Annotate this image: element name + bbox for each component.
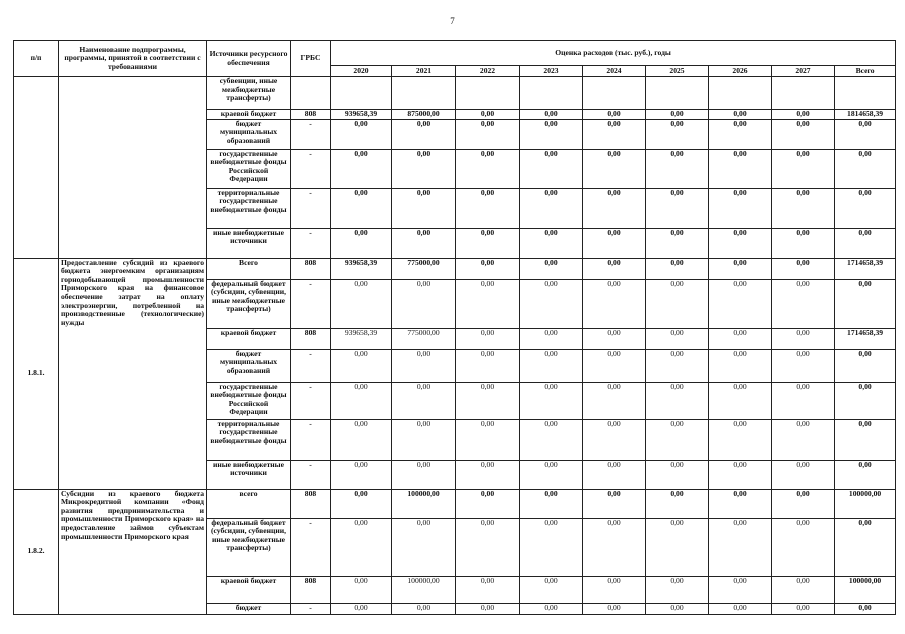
- value-cell: 0,00: [331, 279, 392, 328]
- value-cell: 0,00: [646, 518, 709, 576]
- value-cell: 0,00: [583, 460, 646, 489]
- value-cell: 0,00: [456, 460, 520, 489]
- value-cell: 0,00: [835, 119, 896, 149]
- value-cell: 0,00: [331, 119, 392, 149]
- value-cell: 0,00: [520, 460, 583, 489]
- value-cell: 0,00: [583, 258, 646, 279]
- value-cell: 0,00: [520, 119, 583, 149]
- value-cell: 0,00: [709, 110, 772, 120]
- value-cell: 0,00: [520, 279, 583, 328]
- value-cell: 0,00: [709, 518, 772, 576]
- value-cell: 0,00: [456, 603, 520, 614]
- value-cell: 0,00: [583, 149, 646, 188]
- funding-source: территориальные государственные внебюджетные фонды: [207, 419, 291, 460]
- grbs-code: -: [291, 188, 331, 228]
- value-cell: 0,00: [392, 419, 456, 460]
- header-year: Всего: [835, 66, 896, 77]
- value-cell: 0,00: [772, 518, 835, 576]
- header-estimate: Оценка расходов (тыс. руб.), годы: [331, 41, 896, 66]
- value-cell: 0,00: [520, 518, 583, 576]
- value-cell: 0,00: [835, 188, 896, 228]
- header-name: Наименование подпрограммы, программы, принятой в соответствии с требованиями: [59, 41, 207, 77]
- value-cell: 0,00: [646, 328, 709, 349]
- value-cell: 0,00: [772, 603, 835, 614]
- value-cell: 0,00: [709, 419, 772, 460]
- funding-source: федеральный бюджет (субсидии, субвенции, иные межбюджетные трансферты): [207, 279, 291, 328]
- value-cell: 0,00: [392, 228, 456, 258]
- value-cell: 0,00: [709, 460, 772, 489]
- funding-source: иные внебюджетные источники: [207, 460, 291, 489]
- value-cell: 0,00: [520, 382, 583, 419]
- page-number: 7: [450, 16, 455, 26]
- value-cell: [456, 77, 520, 110]
- value-cell: 0,00: [456, 349, 520, 382]
- value-cell: 0,00: [709, 382, 772, 419]
- value-cell: 0,00: [456, 149, 520, 188]
- value-cell: 0,00: [392, 603, 456, 614]
- program-name: Предоставление субсидий из краевого бюджета энергоемким организациям горнодобывающей промышленности Приморского края на финансовое обеспечение затрат на оплату электроэнергии, потребленной на производственные (технологические) нужды: [59, 258, 207, 489]
- grbs-code: -: [291, 518, 331, 576]
- header-num: п/п: [14, 41, 59, 77]
- value-cell: 0,00: [772, 110, 835, 120]
- grbs-code: 808: [291, 489, 331, 518]
- header-year: 2022: [456, 66, 520, 77]
- value-cell: 1714658,39: [835, 258, 896, 279]
- value-cell: 0,00: [583, 603, 646, 614]
- value-cell: 0,00: [331, 149, 392, 188]
- value-cell: 0,00: [772, 258, 835, 279]
- value-cell: 939658,39: [331, 258, 392, 279]
- value-cell: 0,00: [646, 419, 709, 460]
- value-cell: 0,00: [331, 419, 392, 460]
- value-cell: 0,00: [772, 228, 835, 258]
- grbs-code: 808: [291, 328, 331, 349]
- header-grbs: ГРБС: [291, 41, 331, 77]
- value-cell: 0,00: [709, 258, 772, 279]
- value-cell: 0,00: [772, 119, 835, 149]
- value-cell: 0,00: [772, 149, 835, 188]
- value-cell: 0,00: [520, 110, 583, 120]
- grbs-code: 808: [291, 110, 331, 120]
- value-cell: 0,00: [456, 279, 520, 328]
- value-cell: 0,00: [772, 419, 835, 460]
- value-cell: 0,00: [392, 349, 456, 382]
- value-cell: 0,00: [456, 382, 520, 419]
- value-cell: 0,00: [392, 188, 456, 228]
- value-cell: 0,00: [835, 518, 896, 576]
- value-cell: 0,00: [835, 228, 896, 258]
- value-cell: 0,00: [520, 149, 583, 188]
- program-name: [59, 77, 207, 259]
- value-cell: 0,00: [331, 188, 392, 228]
- value-cell: 0,00: [772, 576, 835, 603]
- table-row: [14, 77, 896, 110]
- value-cell: 0,00: [456, 258, 520, 279]
- value-cell: 0,00: [583, 228, 646, 258]
- funding-source: государственные внебюджетные фонды Российской Федерации: [207, 149, 291, 188]
- value-cell: 775000,00: [392, 258, 456, 279]
- value-cell: 0,00: [646, 349, 709, 382]
- funding-source: территориальные государственные внебюджетные фонды: [207, 188, 291, 228]
- value-cell: 0,00: [646, 489, 709, 518]
- header-year: 2020: [331, 66, 392, 77]
- row-number: 1.8.1.: [14, 258, 59, 489]
- value-cell: 0,00: [583, 119, 646, 149]
- funding-source: краевой бюджет: [207, 110, 291, 120]
- value-cell: 0,00: [392, 279, 456, 328]
- value-cell: 0,00: [646, 382, 709, 419]
- grbs-code: -: [291, 228, 331, 258]
- header-year: 2021: [392, 66, 456, 77]
- value-cell: 100000,00: [835, 489, 896, 518]
- value-cell: 0,00: [392, 382, 456, 419]
- value-cell: 0,00: [583, 188, 646, 228]
- funding-source: иные внебюджетные источники: [207, 228, 291, 258]
- value-cell: 0,00: [646, 228, 709, 258]
- grbs-code: [291, 77, 331, 110]
- value-cell: 100000,00: [835, 576, 896, 603]
- value-cell: 0,00: [456, 489, 520, 518]
- header-year: 2024: [583, 66, 646, 77]
- value-cell: [392, 77, 456, 110]
- value-cell: 0,00: [331, 489, 392, 518]
- value-cell: [646, 77, 709, 110]
- table-row: [14, 258, 896, 279]
- value-cell: 0,00: [772, 489, 835, 518]
- value-cell: 0,00: [772, 460, 835, 489]
- value-cell: 0,00: [520, 603, 583, 614]
- value-cell: 0,00: [772, 279, 835, 328]
- value-cell: 0,00: [520, 188, 583, 228]
- value-cell: 0,00: [456, 119, 520, 149]
- value-cell: 0,00: [835, 419, 896, 460]
- value-cell: 0,00: [331, 382, 392, 419]
- grbs-code: -: [291, 603, 331, 614]
- grbs-code: -: [291, 460, 331, 489]
- value-cell: 0,00: [646, 576, 709, 603]
- value-cell: 0,00: [709, 489, 772, 518]
- value-cell: 0,00: [835, 349, 896, 382]
- value-cell: 0,00: [835, 460, 896, 489]
- header-year: 2026: [709, 66, 772, 77]
- header-year: 2023: [520, 66, 583, 77]
- value-cell: 0,00: [709, 576, 772, 603]
- value-cell: 100000,00: [392, 489, 456, 518]
- value-cell: 0,00: [392, 518, 456, 576]
- value-cell: 0,00: [709, 119, 772, 149]
- funding-source: бюджет муниципальных образований: [207, 119, 291, 149]
- row-number: 1.8.2.: [14, 489, 59, 614]
- value-cell: 0,00: [583, 110, 646, 120]
- value-cell: 0,00: [392, 119, 456, 149]
- value-cell: 0,00: [709, 328, 772, 349]
- value-cell: 0,00: [709, 228, 772, 258]
- funding-source: краевой бюджет: [207, 576, 291, 603]
- value-cell: 0,00: [456, 328, 520, 349]
- value-cell: 1814658,39: [835, 110, 896, 120]
- value-cell: 0,00: [772, 188, 835, 228]
- value-cell: 0,00: [392, 149, 456, 188]
- value-cell: 0,00: [646, 119, 709, 149]
- value-cell: 100000,00: [392, 576, 456, 603]
- program-name: Субсидии из краевого бюджета Микрокредитной компании «Фонд развития предпринимательства и промышленности Приморского края» на предоставление займов субъектам промышленности Приморского края: [59, 489, 207, 614]
- value-cell: 0,00: [331, 576, 392, 603]
- value-cell: 875000,00: [392, 110, 456, 120]
- value-cell: 0,00: [835, 603, 896, 614]
- value-cell: 0,00: [583, 419, 646, 460]
- value-cell: [772, 77, 835, 110]
- grbs-code: -: [291, 149, 331, 188]
- value-cell: [520, 77, 583, 110]
- value-cell: 0,00: [709, 349, 772, 382]
- value-cell: 0,00: [772, 382, 835, 419]
- value-cell: 0,00: [520, 489, 583, 518]
- value-cell: 0,00: [583, 576, 646, 603]
- value-cell: 0,00: [520, 228, 583, 258]
- value-cell: 775000,00: [392, 328, 456, 349]
- funding-source: бюджет муниципальных образований: [207, 349, 291, 382]
- funding-source: краевой бюджет: [207, 328, 291, 349]
- funding-source: государственные внебюджетные фонды Российской Федерации: [207, 382, 291, 419]
- value-cell: 0,00: [583, 328, 646, 349]
- value-cell: 0,00: [331, 228, 392, 258]
- value-cell: 0,00: [583, 349, 646, 382]
- grbs-code: -: [291, 349, 331, 382]
- value-cell: 0,00: [709, 188, 772, 228]
- value-cell: 0,00: [646, 110, 709, 120]
- grbs-code: -: [291, 382, 331, 419]
- value-cell: 939658,39: [331, 110, 392, 120]
- value-cell: 0,00: [331, 518, 392, 576]
- value-cell: 0,00: [583, 489, 646, 518]
- value-cell: 0,00: [392, 460, 456, 489]
- value-cell: 0,00: [835, 149, 896, 188]
- value-cell: 1714658,39: [835, 328, 896, 349]
- grbs-code: -: [291, 419, 331, 460]
- header-source: Источники ресурсного обеспечения: [207, 41, 291, 77]
- value-cell: 0,00: [456, 188, 520, 228]
- value-cell: 0,00: [709, 603, 772, 614]
- value-cell: 0,00: [583, 279, 646, 328]
- value-cell: 0,00: [646, 460, 709, 489]
- value-cell: 0,00: [456, 576, 520, 603]
- header-row: [14, 41, 896, 66]
- value-cell: 0,00: [709, 149, 772, 188]
- value-cell: 0,00: [520, 576, 583, 603]
- value-cell: 0,00: [456, 110, 520, 120]
- value-cell: [331, 77, 392, 110]
- value-cell: 0,00: [520, 328, 583, 349]
- value-cell: 0,00: [646, 188, 709, 228]
- value-cell: 0,00: [709, 279, 772, 328]
- grbs-code: -: [291, 119, 331, 149]
- value-cell: 0,00: [331, 349, 392, 382]
- value-cell: 0,00: [583, 518, 646, 576]
- row-number: [14, 77, 59, 259]
- value-cell: 0,00: [835, 382, 896, 419]
- header-year: 2025: [646, 66, 709, 77]
- value-cell: 0,00: [456, 518, 520, 576]
- value-cell: 0,00: [456, 419, 520, 460]
- grbs-code: 808: [291, 576, 331, 603]
- value-cell: 0,00: [646, 149, 709, 188]
- value-cell: 0,00: [835, 279, 896, 328]
- value-cell: 0,00: [772, 328, 835, 349]
- value-cell: 0,00: [331, 603, 392, 614]
- value-cell: 0,00: [520, 349, 583, 382]
- funding-source: субвенции, иные межбюджетные трансферты): [207, 77, 291, 110]
- value-cell: 0,00: [456, 228, 520, 258]
- value-cell: 0,00: [646, 279, 709, 328]
- value-cell: [583, 77, 646, 110]
- value-cell: 939658,39: [331, 328, 392, 349]
- value-cell: 0,00: [646, 603, 709, 614]
- grbs-code: 808: [291, 258, 331, 279]
- value-cell: [835, 77, 896, 110]
- table-body: [14, 41, 896, 615]
- value-cell: 0,00: [583, 382, 646, 419]
- value-cell: 0,00: [520, 258, 583, 279]
- value-cell: 0,00: [331, 460, 392, 489]
- funding-source: Всего: [207, 258, 291, 279]
- funding-source: всего: [207, 489, 291, 518]
- header-year: 2027: [772, 66, 835, 77]
- value-cell: 0,00: [520, 419, 583, 460]
- value-cell: 0,00: [646, 258, 709, 279]
- funding-source: бюджет: [207, 603, 291, 614]
- value-cell: 0,00: [772, 349, 835, 382]
- budget-table: [13, 40, 896, 615]
- funding-source: федеральный бюджет (субсидии, субвенции, иные межбюджетные трансферты): [207, 518, 291, 576]
- table-row: [14, 489, 896, 518]
- grbs-code: -: [291, 279, 331, 328]
- value-cell: [709, 77, 772, 110]
